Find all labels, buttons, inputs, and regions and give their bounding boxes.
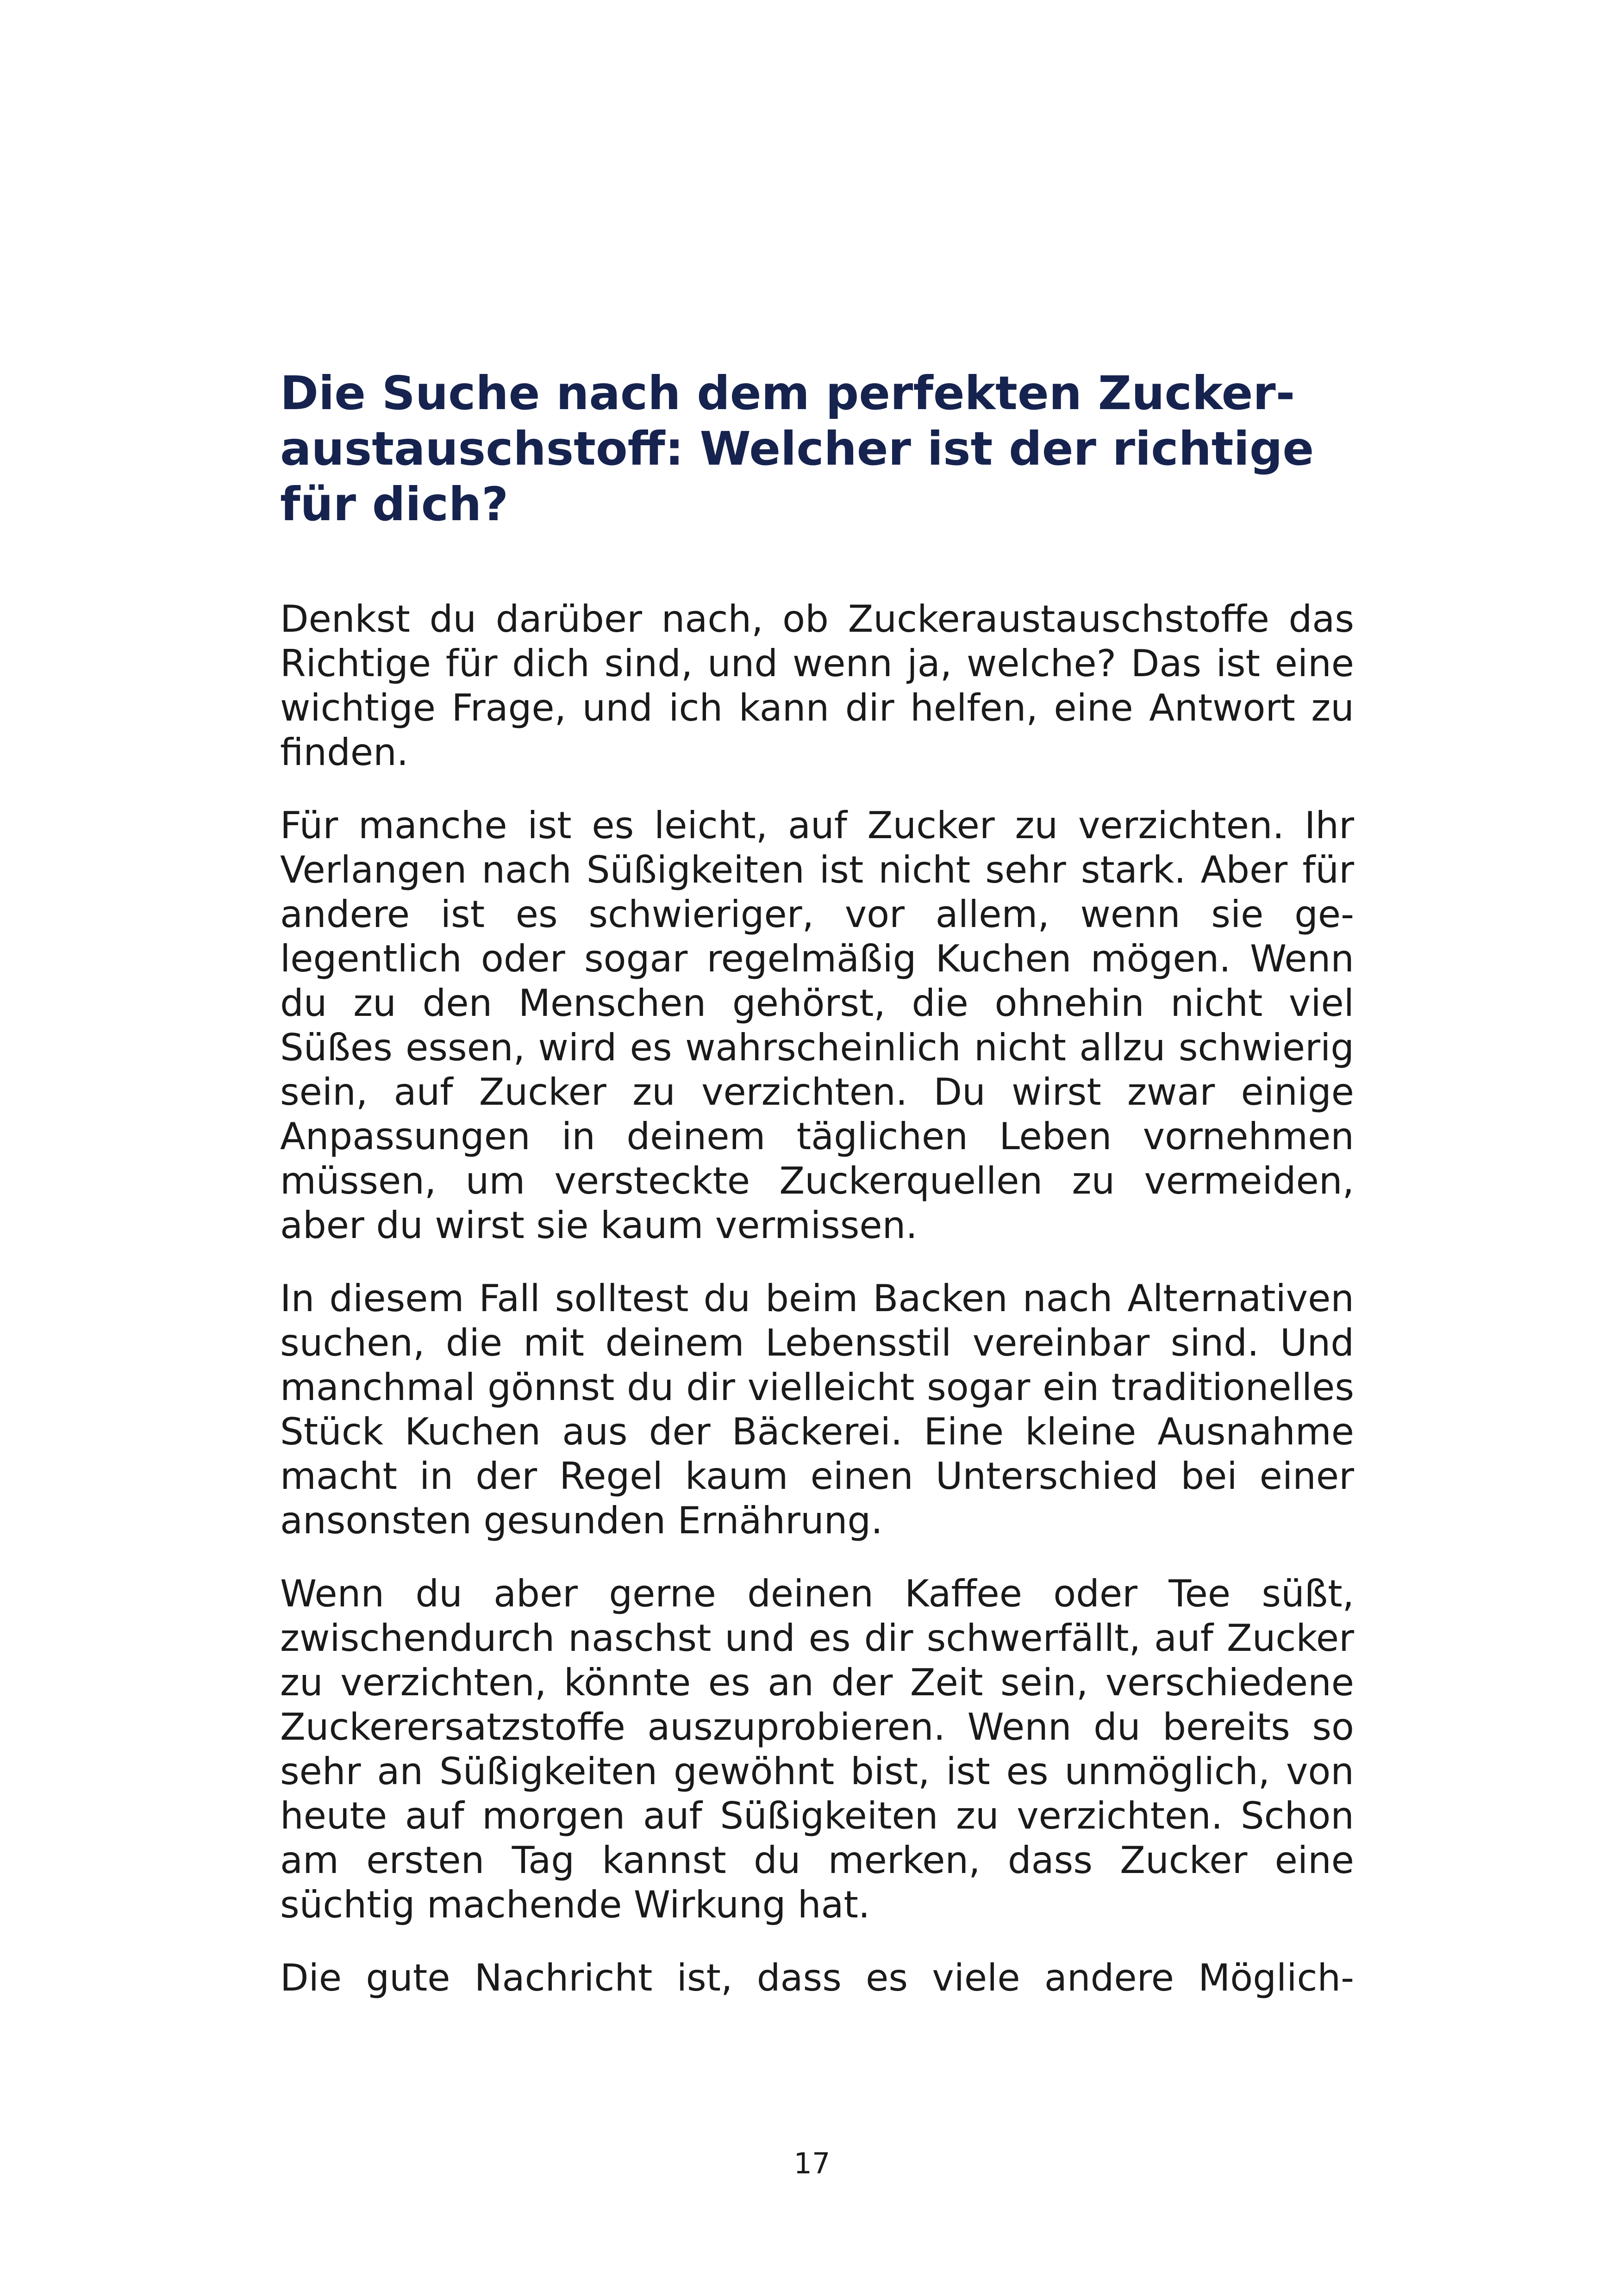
paragraph-3: In diesem Fall solltest du beim Backen nach Alternativen suchen, die mit deinem Lebensstil vereinbar sind. Und manchmal gönnst du dir vielleicht sogar ein traditionelles Stück Kuchen aus der Bäckerei. Eine kleine Ausnahme macht in der Regel kaum einen Unterschied bei einer ansonsten gesunden Ernährung.: [280, 1277, 1354, 1542]
paragraph-4: Wenn du aber gerne deinen Kaffee oder Tee süßt, zwischendurch naschst und es dir schwerfällt, auf Zucker zu verzichten, könnte es an der Zeit sein, verschiedene Zuckerersatzstoffe auszuprobieren. Wenn du bereits so sehr an Süßigkeiten gewöhnt bist, ist es unmöglich, von heute auf morgen auf Süßigkeiten zu verzichten. Schon am ersten Tag kannst du merken, dass Zucker eine süchtig machende Wirkung hat.: [280, 1572, 1354, 1926]
paragraph-1: Denkst du darüber nach, ob Zuckeraustauschstoffe das Richtige für dich sind, und wenn ja, welche? Das ist eine wichtige Frage, und ich kann dir helfen, eine Antwort zu finden.: [280, 597, 1354, 774]
paragraph-2: Für manche ist es leicht, auf Zucker zu verzichten. Ihr Verlangen nach Süßigkeiten ist nicht sehr stark. Aber für andere ist es schwieriger, vor allem, wenn sie gelegentlich oder sogar regelmäßig Kuchen mögen. Wenn du zu den Menschen gehörst, die ohnehin nicht viel Süßes essen, wird es wahrscheinlich nicht allzu schwierig sein, auf Zucker zu verzichten. Du wirst zwar einige Anpassungen in deinem täglichen Leben vornehmen müssen, um versteckte Zuckerquellen zu vermeiden, aber du wirst sie kaum vermissen.: [280, 804, 1354, 1247]
page-number: 17: [793, 2147, 831, 2180]
paragraph-5: Die gute Nachricht ist, dass es viele andere Möglich-: [280, 1956, 1354, 1999]
page-content: [280, 366, 1354, 2029]
chapter-title: Die Suche nach dem perfekten Zuckeraustauschstoff: Welcher ist der richtige für dich?: [280, 366, 1314, 531]
